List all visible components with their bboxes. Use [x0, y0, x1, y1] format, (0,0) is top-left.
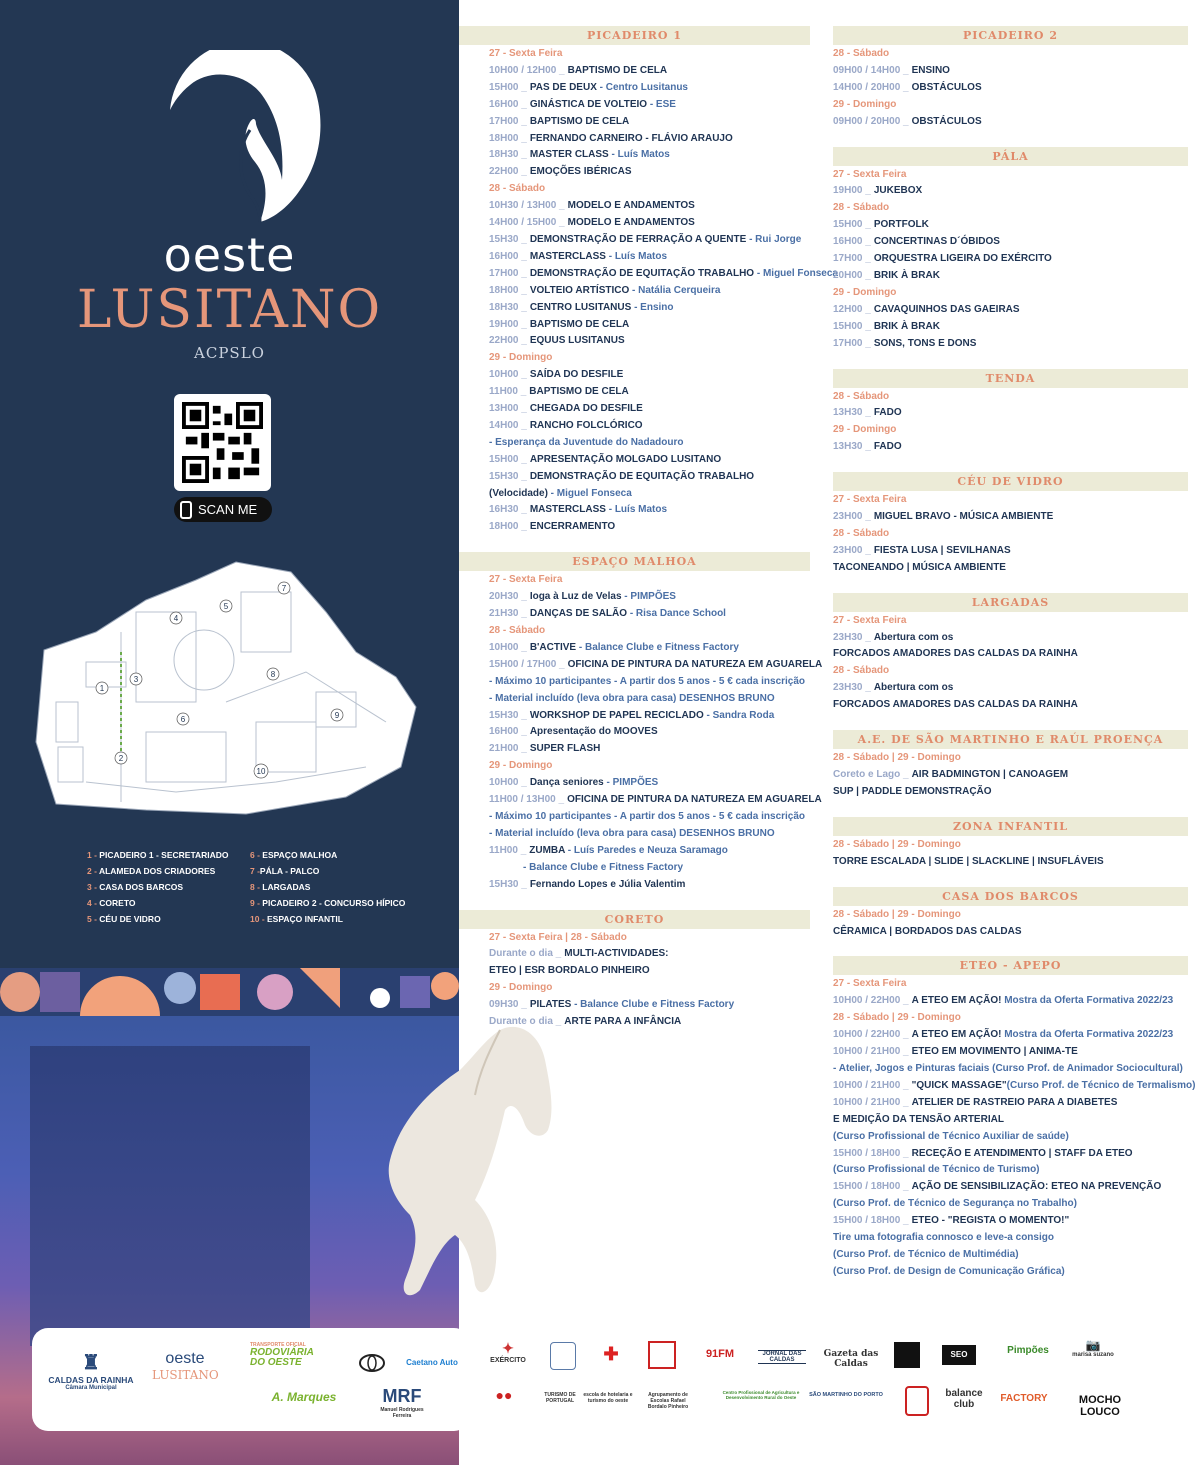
schedule-item: 15H30 _ WORKSHOP DE PAPEL RECICLADO - Sandra Roda: [489, 709, 775, 721]
schedule-item: 10H00 / 22H00 _ A ETEO EM AÇÃO! Mostra da Oferta Formativa 2022/23: [833, 1029, 1174, 1041]
day-heading: 27 - Sexta Feira: [833, 978, 907, 990]
schedule-item: 19H00 _ BAPTISMO DE CELA: [489, 318, 630, 330]
legend-item: 1 - PICADEIRO 1 - SECRETARIADO: [87, 850, 229, 860]
oeste-lusitano-logo: oeste LUSITANO: [152, 1350, 219, 1382]
schedule-item: 21H30 _ DANÇAS DE SALÃO - Risa Dance School: [489, 608, 726, 620]
schedule-item: 15H00 _ PORTFOLK: [833, 219, 929, 231]
schedule-item: (Curso Prof. de Técnico de Multimédia): [833, 1248, 1019, 1260]
schedule-item: Durante o dia _ MULTI-ACTIVIDADES:: [489, 948, 669, 960]
schedule-item: - Máximo 10 participantes - A partir dos 5 anos - 5 € cada inscrição: [489, 810, 806, 822]
schedule-item: Tire uma fotografia connosco e leve-a consigo: [833, 1232, 1054, 1244]
schedule-item: 10H30 / 13H00 _ MODELO E ANDAMENTOS: [489, 200, 695, 212]
day-heading: 27 - Sexta Feira: [833, 168, 907, 180]
schedule-item: 15H00 _ APRESENTAÇÃO MOLGADO LUSITANO: [489, 453, 722, 465]
schedule-item: 23H30 _ Abertura com os: [833, 682, 954, 694]
schedule-item: (Velocidade) - Miguel Fonseca: [489, 487, 632, 499]
map-marker-6: 6: [180, 715, 186, 724]
schedule-section: [833, 472, 1188, 577]
mrf-logo: MRF Manuel Rodrigues Ferreira: [380, 1386, 424, 1419]
schedule-item: (Curso Profissional de Técnico Auxiliar de saúde): [833, 1130, 1069, 1142]
toyota-logo-icon: [357, 1354, 387, 1374]
schedule-item: - Máximo 10 participantes - A partir dos 5 anos - 5 € cada inscrição: [489, 675, 806, 687]
schedule-item: 17H00 _ ORQUESTRA LIGEIRA DO EXÉRCITO: [833, 253, 1052, 265]
municipal-shield-icon: [905, 1386, 929, 1416]
legend-item: 6 - ESPAÇO MALHOA: [250, 850, 338, 860]
day-heading: 29 - Domingo: [833, 98, 897, 110]
map-marker-3: 3: [133, 675, 139, 684]
brand-oeste: oeste: [163, 228, 296, 282]
schedule-item: 15H30 _ DEMONSTRAÇÃO DE EQUITAÇÃO TRABALHO: [489, 470, 755, 482]
schedule-item: 15H30 _ Fernando Lopes e Júlia Valentim: [489, 878, 686, 890]
schedule-item: (Curso Prof. de Técnico de Segurança no Trabalho): [833, 1198, 1077, 1210]
coat-of-arms-icon: [550, 1342, 576, 1370]
day-heading: 28 - Sábado | 29 - Domingo: [833, 1012, 961, 1024]
marisa-suzano-logo: 📷 marisa suzano: [1072, 1338, 1114, 1358]
schedule-item: 09H30 _ PILATES - Balance Clube e Fitness Factory: [489, 999, 735, 1011]
jornal-das-caldas-logo: JORNAL DAS CALDAS: [758, 1350, 806, 1364]
schedule-item: 16H00 _ CONCERTINAS D´ÓBIDOS: [833, 236, 1000, 248]
section-heading: CORETO: [459, 910, 810, 929]
schedule-item: 14H00 / 20H00 _ OBSTÁCULOS: [833, 81, 982, 93]
exercito-logo: ✦ EXÉRCITO: [490, 1340, 526, 1364]
mocho-louco-logo: MOCHO LOUCO: [1078, 1394, 1122, 1418]
legend-item: 4 - CORETO: [87, 898, 136, 908]
day-heading: 28 - Sábado: [489, 183, 546, 195]
schedule-item: (Curso Profissional de Técnico de Turismo): [833, 1164, 1040, 1176]
schedule-item: - Balance Clube e Fitness Factory: [523, 861, 684, 873]
schedule-item: 20H30 _ Ioga à Luz de Velas - PIMPÕES: [489, 591, 676, 603]
schedule-item: 16H00 _ MASTERCLASS - Luís Matos: [489, 250, 668, 262]
legend-item: 10 - ESPAÇO INFANTIL: [250, 914, 343, 924]
phone-icon: [180, 501, 192, 519]
sao-martinho-logo: SÃO MARTINHO DO PORTO: [809, 1392, 883, 1398]
schedule-column-right: [833, 26, 1196, 1281]
brand-org: ACPSLO: [194, 344, 265, 362]
brand-lusitano: LUSITANO: [76, 280, 383, 340]
schedule-item: 19H00 _ JUKEBOX: [833, 185, 923, 197]
schedule-column-left: [459, 26, 838, 1031]
schedule-item: 15H30 _ DEMONSTRAÇÃO DE FERRAÇÃO A QUENTE - Rui Jorge: [489, 233, 802, 245]
map-marker-1: 1: [99, 684, 105, 693]
schedule-item: 20H00 _ BRIK À BRAK: [833, 269, 940, 281]
schedule-item: 15H00 _ PAS DE DEUX - Centro Lusitanus: [489, 81, 688, 93]
day-heading: 27 - Sexta Feira | 28 - Sábado: [489, 931, 627, 943]
schedule-section: [833, 887, 1188, 941]
schedule-item: FORCADOS AMADORES DAS CALDAS DA RAINHA: [833, 699, 1078, 711]
day-heading: 28 - Sábado: [833, 665, 890, 677]
schedule-item: FORCADOS AMADORES DAS CALDAS DA RAINHA: [833, 648, 1078, 660]
schedule-item: 10H00 / 22H00 _ A ETEO EM AÇÃO! Mostra da Oferta Formativa 2022/23: [833, 995, 1174, 1007]
schedule-item: (Curso Prof. de Design de Comunicação Gráfica): [833, 1265, 1065, 1277]
schedule-item: 13H00 _ CHEGADA DO DESFILE: [489, 403, 643, 415]
section-heading: CASA DOS BARCOS: [833, 887, 1188, 906]
schedule-item: 11H00 _ ZUMBA - Luís Paredes e Neuza Saramago: [489, 844, 728, 856]
scan-me-label: SCAN ME: [198, 502, 258, 517]
balance-club-logo: balance club: [945, 1388, 983, 1410]
schedule-item: 13H30 _ FADO: [833, 407, 902, 419]
day-heading: 27 - Sexta Feira: [489, 48, 563, 59]
schedule-item: 10H00 / 12H00 _ BAPTISMO DE CELA: [489, 64, 668, 76]
schedule-item: 14H00 _ RANCHO FOLCLÓRICO: [489, 419, 643, 431]
legend-item: 7 -PÁLA - PALCO: [250, 866, 320, 876]
schedule-section: [833, 817, 1188, 871]
schedule-item: 16H00 _ Apresentação do MOOVES: [489, 726, 658, 738]
dark-logo-icon: [894, 1342, 920, 1368]
day-heading: 28 - Sábado: [833, 48, 890, 59]
site-map: [26, 552, 426, 822]
schedule-item: - Material incluído (leva obra para casa) DESENHOS BRUNO: [489, 827, 775, 839]
white-horse-illustration: [380, 1000, 600, 1320]
schedule-item: 15H00 / 18H00 _ RECEÇÃO E ATENDIMENTO | STAFF DA ETEO: [833, 1147, 1133, 1159]
turismo-portugal-logo: TURISMO DE PORTUGAL: [544, 1392, 576, 1404]
caetano-logo: Caetano Auto: [406, 1358, 458, 1367]
schedule-item: - Material incluído (leva obra para casa) DESENHOS BRUNO: [489, 692, 775, 704]
schedule-item: 10H00 / 21H00 _ ETEO EM MOVIMENTO | ANIMA-TE: [833, 1046, 1078, 1058]
agrupamento-logo: Agrupamento de Escolas Rafael Bordalo Pinheiro: [647, 1392, 689, 1410]
centro-profissional-logo: Centro Profissional de Agricultura e Desenvolvimento Rural do Oeste: [722, 1390, 800, 1400]
schedule-item: E MEDIÇÃO DA TENSÃO ARTERIAL: [833, 1113, 1004, 1125]
section-heading: TENDA: [833, 369, 1188, 388]
schedule-item: 17H00 _ DEMONSTRAÇÃO DE EQUITAÇÃO TRABALHO - Miguel Fonseca: [489, 267, 838, 279]
day-heading: 27 - Sexta Feira: [833, 614, 907, 626]
schedule-item: 18H00 _ ENCERRAMENTO: [489, 521, 616, 533]
map-marker-10: 10: [256, 767, 266, 776]
schedule-item: 18H30 _ MASTER CLASS - Luís Matos: [489, 149, 670, 161]
section-heading: PÁLA: [833, 147, 1188, 166]
schedule-item: 17H00 _ BAPTISMO DE CELA: [489, 115, 630, 127]
legend-item: 3 - CASA DOS BARCOS: [87, 882, 184, 892]
schedule-item: 23H00 _ MIGUEL BRAVO - MÚSICA AMBIENTE: [833, 511, 1054, 523]
map-marker-5: 5: [223, 602, 229, 611]
schedule-item: 10H00 _ B'ACTIVE - Balance Clube e Fitness Factory: [489, 641, 739, 653]
schedule-item: - Atelier, Jogos e Pinturas faciais (Curso Prof. de Animador Sociocultural): [833, 1062, 1183, 1074]
schedule-item: 11H00 _ BAPTISMO DE CELA: [489, 386, 629, 398]
sponsor-bar: [32, 1328, 470, 1431]
map-marker-4: 4: [173, 614, 179, 623]
schedule-section: [459, 552, 823, 893]
schedule-item: 14H00 / 15H00 _ MODELO E ANDAMENTOS: [489, 217, 695, 229]
day-heading: 29 - Domingo: [833, 286, 897, 298]
schedule-item: 18H00 _ VOLTEIO ARTÍSTICO - Natália Cerqueira: [489, 284, 721, 296]
schedule-section: [833, 369, 1188, 457]
day-heading: 28 - Sábado | 29 - Domingo: [833, 908, 961, 920]
map-marker-7: 7: [281, 584, 287, 593]
section-heading: ETEO - APEPO: [833, 956, 1188, 975]
shield-logo-icon: [648, 1341, 676, 1369]
day-heading: 27 - Sexta Feira: [833, 494, 907, 506]
map-legend: [87, 850, 427, 924]
a-marques-logo: A. Marques: [271, 1390, 337, 1404]
schedule-item: ETEO | ESR BORDALO PINHEIRO: [489, 965, 650, 977]
qr-code-icon: [182, 402, 263, 483]
red-cross-icon: ✚: [603, 1344, 619, 1364]
schedule-item: 23H00 _ FIESTA LUSA | SEVILHANAS: [833, 544, 1011, 556]
schedule-item: 10H00 / 21H00 _ ATELIER DE RASTREIO PARA A DIABETES: [833, 1096, 1118, 1108]
gazeta-logo: Gazeta das Caldas: [823, 1349, 879, 1369]
day-heading: 27 - Sexta Feira: [489, 574, 563, 586]
day-heading: 28 - Sábado: [833, 390, 890, 402]
schedule-item: Coreto e Lago _ AIR BADMINGTON | CANOAGEM: [833, 769, 1069, 780]
schedule-section: [459, 910, 810, 1031]
section-heading: ESPAÇO MALHOA: [459, 552, 810, 571]
radio-91fm-logo: 91FM: [705, 1348, 735, 1360]
schedule-item: 10H00 / 21H00 _ "QUICK MASSAGE"(Curso Prof. de Técnico de Termalismo): [833, 1079, 1196, 1091]
day-heading: 28 - Sábado | 29 - Domingo: [833, 838, 961, 850]
schedule-item: SUP | PADDLE DEMONSTRAÇÃO: [833, 785, 992, 797]
scan-me-badge[interactable]: [174, 497, 272, 522]
schedule-section: [833, 593, 1188, 714]
schedule-item: 15H00 / 18H00 _ ETEO - "REGISTA O MOMENTO!": [833, 1215, 1070, 1227]
legend-item: 9 - PICADEIRO 2 - CONCURSO HÍPICO: [250, 898, 406, 908]
section-heading: LARGADAS: [833, 593, 1188, 612]
schedule-item: 22H00 _ EMOÇÕES IBÉRICAS: [489, 166, 632, 178]
seo-logo: SEO: [942, 1345, 976, 1365]
schedule-item: 13H30 _ FADO: [833, 441, 902, 453]
schedule-item: 16H30 _ MASTERCLASS - Luís Matos: [489, 504, 668, 516]
section-heading: ZONA INFANTIL: [833, 817, 1188, 836]
schedule-item: 12H00 _ CAVAQUINHOS DAS GAEIRAS: [833, 303, 1020, 315]
escola-logo-icon: ●●: [495, 1387, 513, 1403]
section-heading: CÉU DE VIDRO: [833, 472, 1188, 491]
day-heading: 29 - Domingo: [489, 760, 553, 772]
schedule-item: 15H00 / 17H00 _ OFICINA DE PINTURA DA NATUREZA EM AGUARELA: [489, 658, 823, 670]
day-heading: 29 - Domingo: [833, 424, 897, 436]
schedule-item: 09H00 / 14H00 _ ENSINO: [833, 64, 950, 76]
horse-head-logo-icon: [150, 50, 335, 225]
schedule-item: 10H00 _ SAÍDA DO DESFILE: [489, 369, 624, 381]
schedule-item: CÊRAMICA | BORDADOS DAS CALDAS: [833, 925, 1022, 937]
schedule-item: Durante o dia _ ARTE PARA A INFÂNCIA: [489, 1016, 682, 1028]
pimpoes-logo: Pimpões: [1007, 1345, 1049, 1356]
schedule-item: TACONEANDO | MÚSICA AMBIENTE: [833, 561, 1006, 573]
schedule-section: [833, 147, 1188, 353]
schedule-item: 09H00 / 20H00 _ OBSTÁCULOS: [833, 115, 982, 127]
schedule-item: - Esperança da Juventude do Nadadouro: [489, 436, 684, 448]
fitness-factory-logo: FACTORY: [1000, 1393, 1048, 1404]
schedule-item: 17H00 _ SONS, TONS E DONS: [833, 337, 977, 349]
schedule-item: 15H00 _ BRIK À BRAK: [833, 320, 940, 332]
schedule-item: 18H00 _ FERNANDO CARNEIRO - FLÁVIO ARAUJO: [489, 132, 733, 144]
map-marker-9: 9: [334, 711, 340, 720]
day-heading: 28 - Sábado: [489, 625, 546, 636]
schedule-section: [833, 26, 1188, 131]
map-marker-8: 8: [270, 670, 276, 679]
schedule-section: [459, 26, 838, 536]
schedule-item: 15H00 / 18H00 _ AÇÃO DE SENSIBILIZAÇÃO: ETEO NA PREVENÇÃO: [833, 1181, 1162, 1193]
day-heading: 28 - Sábado: [833, 202, 890, 214]
legend-item: 5 - CÉU DE VIDRO: [87, 914, 161, 924]
day-heading: 28 - Sábado | 29 - Domingo: [833, 752, 961, 764]
day-heading: 29 - Domingo: [489, 982, 553, 994]
day-heading: 28 - Sábado: [833, 527, 890, 539]
schedule-item: 11H00 / 13H00 _ OFICINA DE PINTURA DA NATUREZA EM AGUARELA: [489, 794, 822, 806]
schedule-item: 23H30 _ Abertura com os: [833, 631, 954, 643]
legend-item: 2 - ALAMEDA DOS CRIADORES: [87, 866, 216, 876]
schedule-item: 18H30 _ CENTRO LUSITANUS - Ensino: [489, 301, 674, 313]
map-marker-2: 2: [118, 754, 124, 763]
schedule-item: 10H00 _ Dança seniores - PIMPÕES: [489, 777, 659, 789]
schedule-section: [833, 956, 1196, 1280]
section-heading: PICADEIRO 1: [459, 26, 810, 45]
schedule-item: 21H00 _ SUPER FLASH: [489, 743, 601, 755]
schedule-item: TORRE ESCALADA | SLIDE | SLACKLINE | INSUFLÁVEIS: [833, 855, 1104, 867]
section-heading: PICADEIRO 2: [833, 26, 1188, 45]
qr-code[interactable]: [174, 394, 271, 491]
schedule-item: 16H00 _ GINÁSTICA DE VOLTEIO - ESE: [489, 98, 676, 110]
caldas-da-rainha-logo: ♜ CALDAS DA RAINHA Câmara Municipal: [48, 1352, 134, 1391]
schedule-item: 22H00 _ EQUUS LUSITANUS: [489, 335, 625, 347]
rodoviaria-logo: TRANSPORTE OFICIAL RODOVIÁRIA DO OESTE: [250, 1342, 314, 1368]
schedule-section: [833, 730, 1188, 801]
section-heading: A.E. DE SÃO MARTINHO E RAÚL PROENÇA: [833, 730, 1188, 749]
day-heading: 29 - Domingo: [489, 352, 553, 364]
legend-item: 8 - LARGADAS: [250, 882, 311, 892]
escola-hotelaria-logo: escola de hotelaria e turismo do oeste: [583, 1392, 633, 1404]
